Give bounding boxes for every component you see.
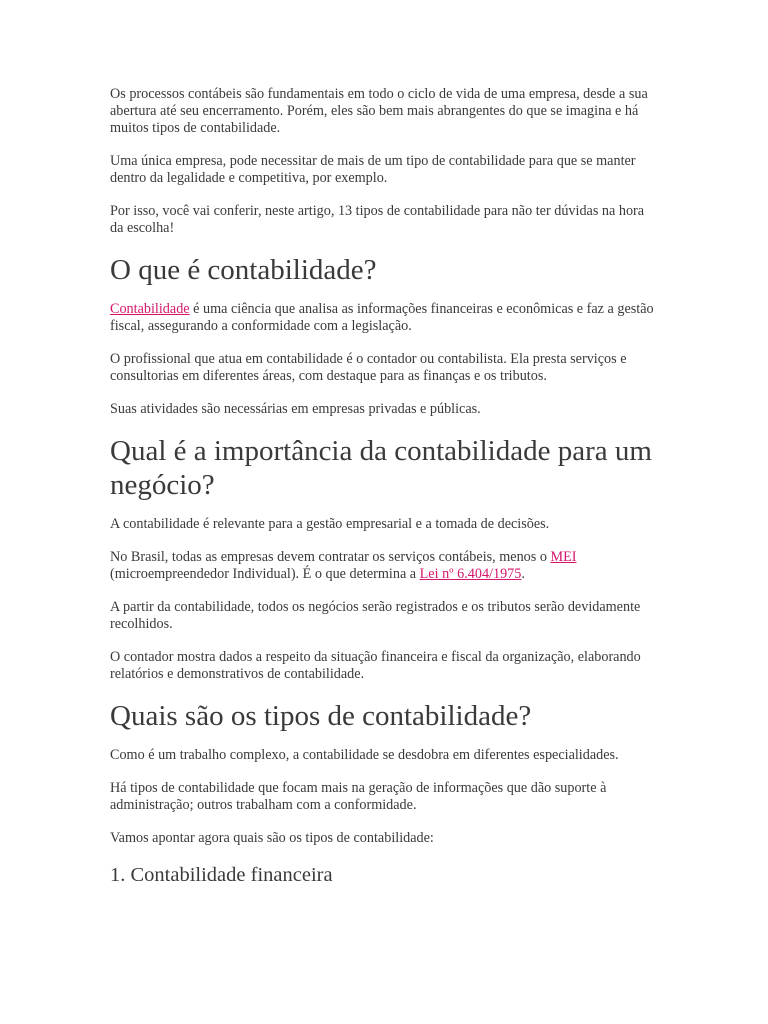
heading-importance: Qual é a importância da contabilidade para um negócio? — [110, 435, 652, 501]
section3-paragraph-1: Como é um trabalho complexo, a contabilidade se desdobra em diferentes especialidades. — [110, 747, 619, 763]
intro-paragraph-3: Por isso, você vai conferir, neste artigo, 13 tipos de contabilidade para não ter dúvidas na hora da escolha! — [110, 203, 645, 236]
section2-paragraph-3: A partir da contabilidade, todos os negócios serão registrados e os tributos serão devidamente recolhidos. — [110, 599, 641, 632]
section2-paragraph-2 — [110, 549, 658, 583]
section1-paragraph-1-text: é uma ciência que analisa as informações financeiras e econômicas e faz a gestão fiscal, assegurando a conformidade com a legislação. — [110, 301, 654, 334]
section2-paragraph-2-text-b: (microempreendedor Individual). É o que determina a — [110, 566, 420, 582]
mei-link[interactable]: MEI — [550, 549, 577, 565]
intro-paragraph-2: Uma única empresa, pode necessitar de mais de um tipo de contabilidade para que se manter dentro da legalidade e competitiva, por exemplo. — [110, 153, 636, 186]
lei-link[interactable]: Lei nº 6.404/1975 — [419, 566, 522, 582]
section3-paragraph-3: Vamos apontar agora quais são os tipos de contabilidade: — [110, 830, 434, 846]
section1-paragraph-3: Suas atividades são necessárias em empresas privadas e públicas. — [110, 401, 481, 417]
heading-types: Quais são os tipos de contabilidade? — [110, 700, 532, 732]
heading-what-is-accounting: O que é contabilidade? — [110, 254, 377, 286]
article-body — [110, 86, 658, 887]
heading-financial-accounting: 1. Contabilidade financeira — [110, 864, 333, 886]
intro-paragraph-1: Os processos contábeis são fundamentais em todo o ciclo de vida de uma empresa, desde a sua abertura até seu encerramento. Porém, eles são bem mais abrangentes do que se imagina e há muitos tipos de contabilidade. — [110, 86, 648, 136]
section2-paragraph-1: A contabilidade é relevante para a gestão empresarial e a tomada de decisões. — [110, 516, 550, 532]
section1-paragraph-2: O profissional que atua em contabilidade é o contador ou contabilista. Ela presta serviços e consultorias em diferentes áreas, com destaque para as finanças e os tributos. — [110, 351, 627, 384]
contabilidade-link[interactable]: Contabilidade — [110, 301, 190, 317]
section1-paragraph-1 — [110, 301, 658, 335]
section2-paragraph-4: O contador mostra dados a respeito da situação financeira e fiscal da organização, elaborando relatórios e demonstrativos de contabilidade. — [110, 649, 641, 682]
section3-paragraph-2: Há tipos de contabilidade que focam mais na geração de informações que dão suporte à administração; outros trabalham com a conformidade. — [110, 780, 607, 813]
section2-paragraph-2-text-a: No Brasil, todas as empresas devem contratar os serviços contábeis, menos o — [110, 549, 551, 565]
section2-paragraph-2-text-c: . — [521, 566, 525, 582]
